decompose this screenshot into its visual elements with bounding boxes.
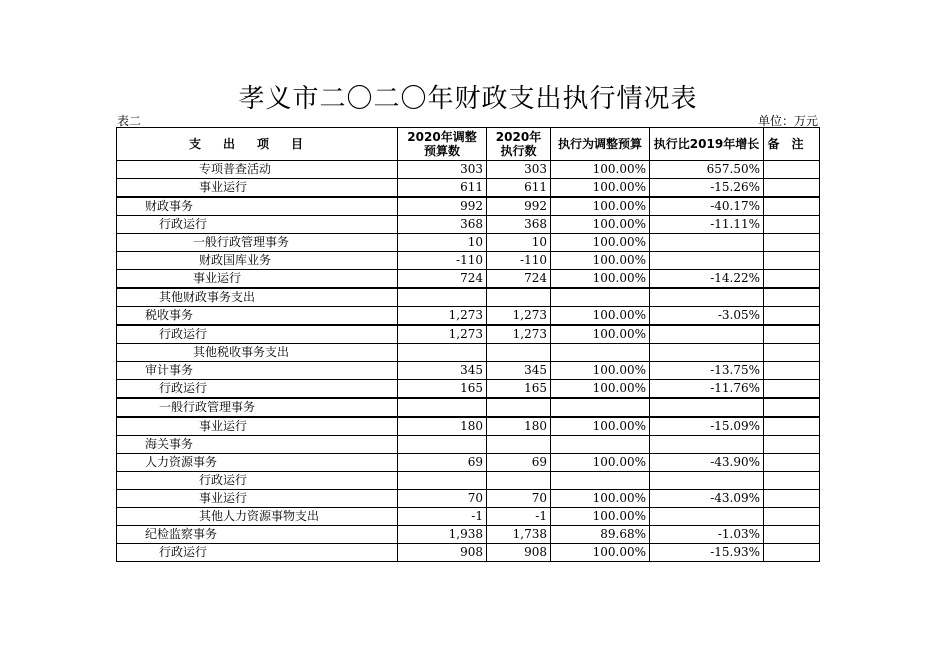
row-item-name: 事业运行 (117, 417, 398, 436)
row-growth-cell (650, 325, 764, 344)
row-budget-cell: 70 (398, 490, 487, 508)
row-item-name: 其他财政事务支出 (117, 288, 398, 307)
row-item-name: 行政运行 (117, 325, 398, 344)
row-ratio-cell: 100.00% (551, 179, 650, 198)
header-budget-line2: 预算数 (423, 144, 460, 158)
table-row (117, 270, 820, 289)
table-row (117, 307, 820, 326)
row-ratio-cell (551, 344, 650, 362)
table-row (117, 161, 820, 179)
row-item-name: 其他税收事务支出 (117, 344, 398, 362)
row-growth-cell: 657.50% (650, 161, 764, 179)
expenditure-table (116, 127, 820, 562)
table-row (117, 490, 820, 508)
row-item-name: 事业运行 (117, 179, 398, 198)
header-exec (487, 128, 551, 161)
row-exec-cell: 10 (487, 234, 551, 252)
row-ratio-cell (551, 398, 650, 417)
row-growth-cell: -15.09% (650, 417, 764, 436)
table-row (117, 380, 820, 399)
row-budget-cell: 611 (398, 179, 487, 198)
row-budget-cell: 992 (398, 197, 487, 216)
row-note-cell (764, 344, 820, 362)
table-row (117, 454, 820, 472)
row-budget-cell: 724 (398, 270, 487, 289)
row-budget-cell: 180 (398, 417, 487, 436)
table-label: 表二 (117, 114, 142, 128)
row-budget-cell: 69 (398, 454, 487, 472)
unit-label: 单位：万元 (757, 114, 818, 128)
row-exec-cell: 180 (487, 417, 551, 436)
row-exec-cell (487, 288, 551, 307)
row-growth-cell: -11.76% (650, 380, 764, 399)
row-item-name: 专项普查活动 (117, 161, 398, 179)
row-exec-cell: 1,738 (487, 526, 551, 544)
row-ratio-cell: 100.00% (551, 252, 650, 270)
row-exec-cell: 165 (487, 380, 551, 399)
row-item-name: 一般行政管理事务 (117, 234, 398, 252)
table-row (117, 325, 820, 344)
row-note-cell (764, 454, 820, 472)
row-budget-cell: 1,938 (398, 526, 487, 544)
row-exec-cell: 70 (487, 490, 551, 508)
table-row (117, 288, 820, 307)
row-note-cell (764, 252, 820, 270)
row-growth-cell: -14.22% (650, 270, 764, 289)
table-header-row (117, 128, 820, 161)
row-note-cell (764, 161, 820, 179)
row-budget-cell (398, 398, 487, 417)
row-note-cell (764, 398, 820, 417)
row-exec-cell (487, 344, 551, 362)
row-exec-cell: 908 (487, 544, 551, 562)
row-note-cell (764, 508, 820, 526)
row-exec-cell: 724 (487, 270, 551, 289)
row-growth-cell (650, 508, 764, 526)
header-budget (398, 128, 487, 161)
row-growth-cell (650, 344, 764, 362)
row-budget-cell (398, 436, 487, 454)
row-growth-cell: -11.11% (650, 216, 764, 234)
row-budget-cell: 1,273 (398, 325, 487, 344)
table-row (117, 508, 820, 526)
row-budget-cell: 908 (398, 544, 487, 562)
row-ratio-cell (551, 436, 650, 454)
row-growth-cell: -15.93% (650, 544, 764, 562)
row-note-cell (764, 270, 820, 289)
row-ratio-cell: 100.00% (551, 508, 650, 526)
row-growth-cell: -1.03% (650, 526, 764, 544)
header-ratio: 执行为调整预算 (551, 128, 650, 161)
row-note-cell (764, 436, 820, 454)
row-budget-cell (398, 344, 487, 362)
row-exec-cell: 368 (487, 216, 551, 234)
row-growth-cell: -40.17% (650, 197, 764, 216)
row-note-cell (764, 380, 820, 399)
row-note-cell (764, 197, 820, 216)
row-growth-cell (650, 252, 764, 270)
row-growth-cell: -43.90% (650, 454, 764, 472)
table-row (117, 179, 820, 198)
row-growth-cell (650, 472, 764, 490)
table-row (117, 252, 820, 270)
row-exec-cell: 1,273 (487, 307, 551, 326)
row-ratio-cell (551, 288, 650, 307)
row-ratio-cell: 100.00% (551, 325, 650, 344)
row-item-name: 人力资源事务 (117, 454, 398, 472)
row-item-name: 行政运行 (117, 472, 398, 490)
row-budget-cell (398, 472, 487, 490)
table-row (117, 472, 820, 490)
row-item-name: 一般行政管理事务 (117, 398, 398, 417)
row-item-name: 行政运行 (117, 216, 398, 234)
row-item-name: 其他人力资源事物支出 (117, 508, 398, 526)
row-growth-cell: -15.26% (650, 179, 764, 198)
row-exec-cell: 992 (487, 197, 551, 216)
row-item-name: 财政事务 (117, 197, 398, 216)
row-ratio-cell: 100.00% (551, 490, 650, 508)
page-title: 孝义市二〇二〇年财政支出执行情况表 (238, 84, 698, 114)
table-row (117, 362, 820, 380)
row-budget-cell (398, 288, 487, 307)
row-note-cell (764, 179, 820, 198)
row-growth-cell (650, 398, 764, 417)
header-exec-line1: 2020年 (495, 130, 542, 144)
row-exec-cell: 345 (487, 362, 551, 380)
row-ratio-cell: 100.00% (551, 161, 650, 179)
row-ratio-cell: 100.00% (551, 380, 650, 399)
row-item-name: 财政国库业务 (117, 252, 398, 270)
row-note-cell (764, 234, 820, 252)
row-item-name: 税收事务 (117, 307, 398, 326)
row-item-name: 事业运行 (117, 270, 398, 289)
row-item-name: 行政运行 (117, 544, 398, 562)
row-note-cell (764, 362, 820, 380)
row-note-cell (764, 307, 820, 326)
row-note-cell (764, 526, 820, 544)
row-budget-cell: -110 (398, 252, 487, 270)
header-growth: 执行比2019年增长 (650, 128, 764, 161)
row-note-cell (764, 490, 820, 508)
table-row (117, 398, 820, 417)
table-row (117, 544, 820, 562)
row-item-name: 纪检监察事务 (117, 526, 398, 544)
row-growth-cell: -3.05% (650, 307, 764, 326)
row-ratio-cell: 89.68% (551, 526, 650, 544)
row-item-name: 事业运行 (117, 490, 398, 508)
row-exec-cell: 69 (487, 454, 551, 472)
row-ratio-cell: 100.00% (551, 544, 650, 562)
row-budget-cell: 303 (398, 161, 487, 179)
row-growth-cell: -13.75% (650, 362, 764, 380)
row-budget-cell: 368 (398, 216, 487, 234)
row-growth-cell (650, 288, 764, 307)
row-ratio-cell: 100.00% (551, 417, 650, 436)
table-row (117, 216, 820, 234)
row-item-name: 行政运行 (117, 380, 398, 399)
header-exec-line2: 执行数 (500, 144, 537, 158)
row-growth-cell (650, 436, 764, 454)
table-body (117, 161, 820, 562)
row-exec-cell: 611 (487, 179, 551, 198)
row-exec-cell (487, 398, 551, 417)
row-ratio-cell (551, 472, 650, 490)
table-row (117, 344, 820, 362)
row-ratio-cell: 100.00% (551, 234, 650, 252)
row-note-cell (764, 325, 820, 344)
row-exec-cell (487, 472, 551, 490)
row-item-name: 审计事务 (117, 362, 398, 380)
row-note-cell (764, 216, 820, 234)
header-item: 支出项目 (117, 128, 398, 161)
row-budget-cell: 165 (398, 380, 487, 399)
row-ratio-cell: 100.00% (551, 362, 650, 380)
table-row (117, 436, 820, 454)
row-exec-cell: 303 (487, 161, 551, 179)
row-exec-cell: -110 (487, 252, 551, 270)
row-exec-cell: 1,273 (487, 325, 551, 344)
header-budget-line1: 2020年调整 (407, 130, 477, 144)
row-ratio-cell: 100.00% (551, 454, 650, 472)
row-budget-cell: 1,273 (398, 307, 487, 326)
table-row (117, 526, 820, 544)
table-row (117, 417, 820, 436)
header-note: 备注 (764, 128, 820, 161)
row-growth-cell (650, 234, 764, 252)
row-note-cell (764, 417, 820, 436)
row-note-cell (764, 288, 820, 307)
row-exec-cell: -1 (487, 508, 551, 526)
row-growth-cell: -43.09% (650, 490, 764, 508)
row-ratio-cell: 100.00% (551, 216, 650, 234)
table-row (117, 197, 820, 216)
row-budget-cell: 10 (398, 234, 487, 252)
row-ratio-cell: 100.00% (551, 307, 650, 326)
row-note-cell (764, 544, 820, 562)
row-note-cell (764, 472, 820, 490)
row-budget-cell: -1 (398, 508, 487, 526)
table-row (117, 234, 820, 252)
row-exec-cell (487, 436, 551, 454)
row-item-name: 海关事务 (117, 436, 398, 454)
row-budget-cell: 345 (398, 362, 487, 380)
row-ratio-cell: 100.00% (551, 270, 650, 289)
row-ratio-cell: 100.00% (551, 197, 650, 216)
